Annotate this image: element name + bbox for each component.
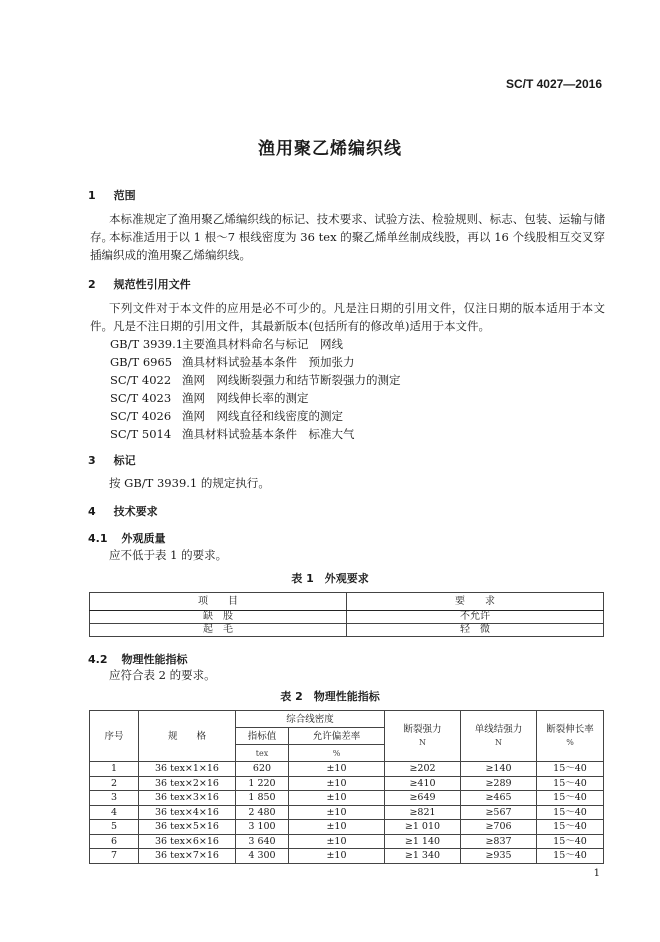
- reference-item: [110, 372, 401, 388]
- reference-name: 主要渔具材料命名与标记 网线: [182, 337, 343, 351]
- table-cell: 36 tex×4×16: [139, 805, 236, 820]
- table-header-cell: 序号: [90, 711, 139, 762]
- table-row: [90, 805, 604, 820]
- table-cell: 1 850: [236, 791, 289, 806]
- table-cell: ±10: [289, 762, 385, 777]
- table-cell: 2: [90, 776, 139, 791]
- table-cell: ≥821: [385, 805, 461, 820]
- reference-code: SC/T 5014: [110, 427, 172, 441]
- table-cell: 36 tex×7×16: [139, 849, 236, 864]
- table-row: [90, 611, 604, 624]
- table-row: [90, 776, 604, 791]
- table-cell: ±10: [289, 820, 385, 835]
- header-label: 断裂伸长率: [546, 724, 594, 735]
- table-cell: 1: [90, 762, 139, 777]
- section-number: 4.1: [88, 532, 108, 545]
- reference-name: 渔网 网线直径和线密度的测定: [182, 409, 343, 423]
- table-cell: ≥1 340: [385, 849, 461, 864]
- reference-code: SC/T 4022: [110, 373, 172, 387]
- section-title: 规范性引用文件: [113, 278, 191, 291]
- page-number: 1: [593, 868, 600, 879]
- section-4-1-heading: [88, 530, 166, 546]
- table-header-cell: [537, 711, 604, 762]
- table-cell: 36 tex×6×16: [139, 834, 236, 849]
- paragraph: 下列文件对于本文件的应用是必不可少的。凡是注日期的引用文件，仅注日期的版本适用于本文件。凡是不注日期的引用文件，其最新版本(包括所有的修改单)适用于本文件。: [90, 301, 605, 333]
- paragraph: 按 GB/T 3939.1 的规定执行。: [109, 476, 270, 490]
- table-cell: 15～40: [537, 805, 604, 820]
- reference-name: 渔具材料试验基本条件 标准大气: [182, 427, 355, 441]
- section-number: 4.2: [88, 653, 108, 666]
- table-cell: 缺 股: [90, 611, 347, 624]
- table-cell: 15～40: [537, 820, 604, 835]
- table-header-cell: 综合线密度: [236, 711, 385, 728]
- table-cell: ≥202: [385, 762, 461, 777]
- table-cell: ≥567: [461, 805, 537, 820]
- section-number: 1: [88, 189, 96, 202]
- table-cell: 15～40: [537, 776, 604, 791]
- table-cell: ±10: [289, 776, 385, 791]
- table-1-caption: 表 1 外观要求: [291, 572, 369, 585]
- header-unit: N: [419, 738, 426, 747]
- reference-item: [110, 390, 309, 406]
- table-cell: 起 毛: [90, 624, 347, 637]
- table-cell: 3 640: [236, 834, 289, 849]
- table-cell: 4: [90, 805, 139, 820]
- table-cell: 15～40: [537, 834, 604, 849]
- header-unit: %: [566, 738, 574, 747]
- table-cell: 36 tex×2×16: [139, 776, 236, 791]
- table-cell: 6: [90, 834, 139, 849]
- table-2-caption: 表 2 物理性能指标: [280, 690, 380, 703]
- table-cell: ≥410: [385, 776, 461, 791]
- table-1: [89, 592, 604, 637]
- table-cell: ±10: [289, 805, 385, 820]
- paragraph: 应不低于表 1 的要求。: [109, 548, 228, 562]
- table-cell: 4 300: [236, 849, 289, 864]
- table-header-cell: 允许偏差率: [289, 728, 385, 745]
- table-cell: 5: [90, 820, 139, 835]
- section-2-heading: [88, 276, 191, 292]
- table-cell: ≥837: [461, 834, 537, 849]
- section-3-heading: [88, 452, 136, 468]
- table-cell: 620: [236, 762, 289, 777]
- reference-item: [110, 354, 355, 370]
- section-title: 标记: [113, 454, 136, 467]
- section-4-heading: [88, 503, 158, 519]
- page-title: 渔用聚乙烯编织线: [258, 139, 402, 159]
- section-title: 范围: [113, 189, 136, 202]
- standard-number: SC/T 4027—2016: [505, 77, 602, 91]
- section-number: 3: [88, 454, 96, 467]
- table-cell: 15～40: [537, 762, 604, 777]
- table-cell: ≥706: [461, 820, 537, 835]
- table-header-cell: 要 求: [347, 593, 604, 611]
- reference-code: GB/T 3939.1: [110, 337, 184, 351]
- table-cell: ≥649: [385, 791, 461, 806]
- paragraph: 应符合表 2 的要求。: [109, 668, 216, 682]
- table-cell: 36 tex×3×16: [139, 791, 236, 806]
- table-header-row: [90, 711, 604, 728]
- table-row: [90, 624, 604, 637]
- reference-name: 渔网 网线伸长率的测定: [182, 391, 309, 405]
- section-title: 外观质量: [121, 532, 166, 545]
- table-header-cell: 指标值: [236, 728, 289, 745]
- table-cell: 36 tex×5×16: [139, 820, 236, 835]
- paragraph: 本标准适用于以 1 根～7 根线密度为 36 tex 的聚乙烯单丝制成线股，再以 16 个线股相互交叉穿插编织成的渔用聚乙烯编织线。: [90, 230, 605, 262]
- section-title: 技术要求: [113, 505, 158, 518]
- paragraph: 本标准规定了渔用聚乙烯编织线的标记、技术要求、试验方法、检验规则、标志、包装、运输与储存。: [90, 212, 605, 244]
- table-cell: ±10: [289, 791, 385, 806]
- table-header-cell: tex: [236, 745, 289, 762]
- reference-item: [110, 336, 343, 352]
- section-number: 4: [88, 505, 96, 518]
- table-header-row: [90, 593, 604, 611]
- table-2: [89, 710, 604, 864]
- table-cell: 7: [90, 849, 139, 864]
- table-cell: ±10: [289, 834, 385, 849]
- table-cell: ±10: [289, 849, 385, 864]
- table-header-cell: [385, 711, 461, 762]
- table-cell: ≥465: [461, 791, 537, 806]
- table-header-cell: 规 格: [139, 711, 236, 762]
- table-cell: ≥1 010: [385, 820, 461, 835]
- table-row: [90, 762, 604, 777]
- table-header-cell: %: [289, 745, 385, 762]
- reference-code: GB/T 6965: [110, 355, 173, 369]
- table-cell: 3 100: [236, 820, 289, 835]
- table-cell: ≥1 140: [385, 834, 461, 849]
- table-cell: ≥140: [461, 762, 537, 777]
- header-label: 断裂强力: [403, 724, 442, 735]
- table-header-cell: 项 目: [90, 593, 347, 611]
- section-4-2-heading: [88, 651, 188, 667]
- table-cell: 2 480: [236, 805, 289, 820]
- reference-name: 渔具材料试验基本条件 预加张力: [182, 355, 355, 369]
- table-cell: 轻 微: [347, 624, 604, 637]
- reference-code: SC/T 4023: [110, 391, 172, 405]
- table-cell: 不允许: [347, 611, 604, 624]
- reference-code: SC/T 4026: [110, 409, 172, 423]
- section-1-heading: [88, 187, 136, 203]
- table-cell: 1 220: [236, 776, 289, 791]
- table-cell: 15～40: [537, 791, 604, 806]
- table-cell: 3: [90, 791, 139, 806]
- reference-item: [110, 408, 343, 424]
- table-row: [90, 849, 604, 864]
- table-cell: 15～40: [537, 849, 604, 864]
- table-header-cell: [461, 711, 537, 762]
- reference-name: 渔网 网线断裂强力和结节断裂强力的测定: [182, 373, 401, 387]
- section-title: 物理性能指标: [121, 653, 188, 666]
- table-row: [90, 820, 604, 835]
- table-cell: 36 tex×1×16: [139, 762, 236, 777]
- header-unit: N: [495, 738, 502, 747]
- table-row: [90, 791, 604, 806]
- header-label: 单线结强力: [474, 724, 523, 735]
- reference-item: [110, 426, 355, 442]
- table-cell: ≥935: [461, 849, 537, 864]
- table-cell: ≥289: [461, 776, 537, 791]
- table-row: [90, 834, 604, 849]
- section-number: 2: [88, 278, 96, 291]
